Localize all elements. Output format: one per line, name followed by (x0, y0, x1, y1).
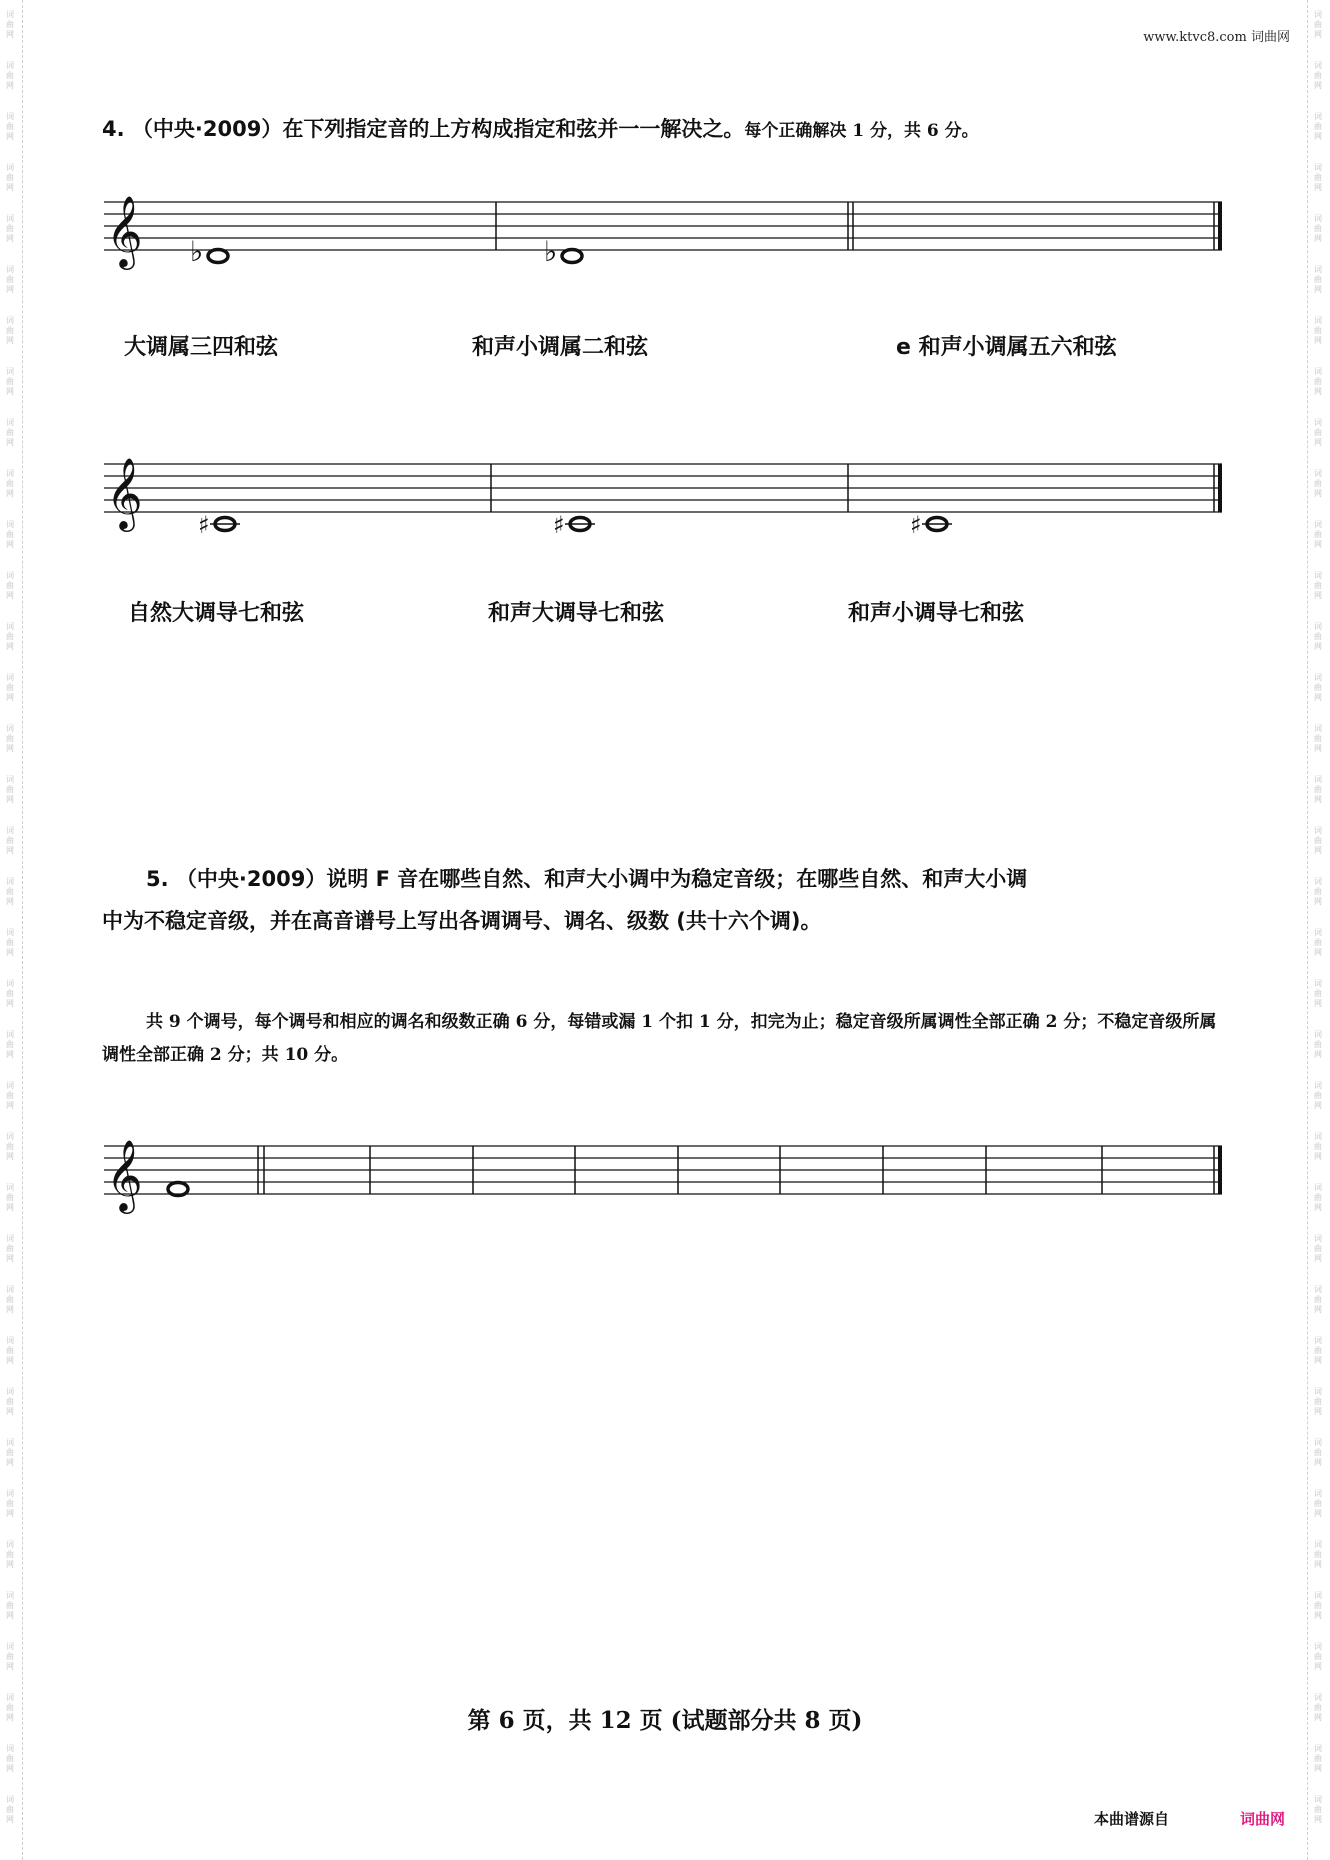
side-watermark-mark: 词 曲 网 (1314, 571, 1322, 600)
side-watermark-mark: 词 曲 网 (1314, 1591, 1322, 1620)
side-watermark-mark: 词 曲 网 (1314, 1387, 1322, 1416)
side-watermark-mark: 词 曲 网 (1314, 163, 1322, 192)
side-watermark-mark: 词 曲 网 (1314, 10, 1322, 39)
question-4-text: （中央·2009）在下列指定音的上方构成指定和弦并一一解决之。 (131, 117, 745, 141)
page-number: 第 6 页，共 12 页 (试题部分共 8 页) (467, 1707, 863, 1734)
whole-note-e-flat (208, 250, 228, 263)
side-watermark-mark: 词 曲 网 (6, 418, 14, 447)
side-watermark-mark: 词 曲 网 (1314, 1693, 1322, 1722)
side-watermark-mark: 词 曲 网 (6, 1489, 14, 1518)
side-watermark-mark: 词 曲 网 (6, 1234, 14, 1263)
side-watermark-mark: 词 曲 网 (6, 1336, 14, 1365)
question-5-text-line-2: 中为不稳定音级，并在高音谱号上写出各调调号、调名、级数 (共十六个调)。 (102, 909, 822, 933)
question-4-points: 每个正确解决 1 分，共 6 分。 (744, 121, 979, 141)
sharp-icon (198, 511, 210, 539)
question-5-title (102, 858, 1232, 942)
side-watermark-mark: 词 曲 网 (6, 469, 14, 498)
side-watermark-mark: 词 曲 网 (1314, 928, 1322, 957)
side-watermark-mark: 词 曲 网 (6, 1081, 14, 1110)
side-watermark-mark: 词 曲 网 (6, 1744, 14, 1773)
whole-note-e-flat (562, 250, 582, 263)
side-watermark-mark: 词 曲 网 (6, 1183, 14, 1212)
side-watermark-mark: 词 曲 网 (1314, 112, 1322, 141)
side-watermark-mark: 词 曲 网 (6, 979, 14, 1008)
treble-clef-icon: 𝄞 (106, 194, 143, 267)
chord-label-5: 和声大调导七和弦 (488, 601, 665, 626)
svg-text:♯: ♯ (910, 511, 922, 539)
chord-label-4: 自然大调导七和弦 (128, 601, 305, 626)
side-watermark-mark: 词 曲 网 (6, 61, 14, 90)
side-watermark-mark: 词 曲 网 (6, 571, 14, 600)
side-watermark-mark: 词 曲 网 (6, 520, 14, 549)
side-watermark-mark: 词 曲 网 (6, 367, 14, 396)
side-watermark-mark: 词 曲 网 (1314, 1132, 1322, 1161)
side-watermark-mark: 词 曲 网 (1314, 1030, 1322, 1059)
side-watermark-mark: 词 曲 网 (6, 928, 14, 957)
watermark-site-name: 词曲网 (1250, 30, 1290, 45)
side-watermark-mark: 词 曲 网 (1314, 1540, 1322, 1569)
treble-clef-icon: 𝄞 (106, 1138, 143, 1211)
side-watermark-mark: 词 曲 网 (6, 1795, 14, 1824)
side-watermark-mark: 词 曲 网 (1314, 1336, 1322, 1365)
side-watermark-mark: 词 曲 网 (6, 1642, 14, 1671)
chord-label-1: 大调属三四和弦 (124, 335, 279, 360)
side-watermark-mark: 词 曲 网 (6, 265, 14, 294)
chord-label-2: 和声小调属二和弦 (472, 335, 649, 360)
question-4-title (102, 108, 1232, 152)
treble-clef-icon: 𝄞 (106, 456, 143, 529)
side-watermark-mark: 词 曲 网 (6, 826, 14, 855)
question-5-scoring: 共 9 个调号，每个调号和相应的调名和级数正确 6 分，每错或漏 1 个扣 1 分，扣完为止；稳定音级所属调性全部正确 2 分；不稳定音级所属调性全部正确 2 分；共 10 分。 (102, 1012, 1217, 1065)
chord-label-6: 和声小调导七和弦 (848, 601, 1025, 626)
side-watermark-mark: 词 曲 网 (1314, 1438, 1322, 1467)
side-watermark-mark: 词 曲 网 (6, 316, 14, 345)
svg-text:♭: ♭ (190, 235, 204, 268)
svg-text:♯: ♯ (553, 511, 565, 539)
source-site-link[interactable]: 词曲网 (1240, 1810, 1286, 1828)
source-label: 本曲谱源自 (1094, 1810, 1170, 1828)
staff-row-2 (0, 452, 1330, 552)
side-watermark-mark: 词 曲 网 (1314, 214, 1322, 243)
side-watermark-mark: 词 曲 网 (1314, 1183, 1322, 1212)
side-watermark-mark: 词 曲 网 (6, 1591, 14, 1620)
question-5-number: 5. (146, 867, 169, 891)
side-watermark-mark: 词 曲 网 (6, 214, 14, 243)
question-5-text-line-1: （中央·2009）说明 F 音在哪些自然、和声大小调中为稳定音级；在哪些自然、和声大小调 (175, 867, 1028, 891)
side-watermark-mark: 词 曲 网 (6, 724, 14, 753)
side-watermark-mark: 词 曲 网 (1314, 1744, 1322, 1773)
top-watermark (1143, 26, 1290, 45)
svg-text:♯: ♯ (198, 511, 210, 539)
side-watermark-mark: 词 曲 网 (6, 1387, 14, 1416)
side-watermark-mark: 词 曲 网 (6, 1285, 14, 1314)
staff-row-1 (0, 190, 1330, 290)
side-watermark-mark: 词 曲 网 (1314, 877, 1322, 906)
side-watermark-mark: 词 曲 网 (1314, 724, 1322, 753)
chord-label-3: e 和声小调属五六和弦 (896, 335, 1117, 360)
side-watermark-mark: 词 曲 网 (6, 1693, 14, 1722)
side-watermark-mark: 词 曲 网 (1314, 622, 1322, 651)
side-watermark-mark: 词 曲 网 (6, 622, 14, 651)
side-watermark-mark: 词 曲 网 (1314, 61, 1322, 90)
flat-icon (190, 235, 203, 268)
sharp-icon (553, 511, 565, 539)
side-watermark-mark: 词 曲 网 (6, 10, 14, 39)
side-watermark-mark: 词 曲 网 (1314, 469, 1322, 498)
side-watermark-mark: 词 曲 网 (1314, 826, 1322, 855)
question-4-number: 4. (102, 117, 125, 141)
side-watermark-mark: 词 曲 网 (6, 163, 14, 192)
sharp-icon (910, 511, 922, 539)
svg-text:♭: ♭ (544, 235, 558, 268)
side-watermark-mark: 词 曲 网 (1314, 367, 1322, 396)
side-watermark-mark: 词 曲 网 (1314, 1489, 1322, 1518)
side-watermark-mark: 词 曲 网 (1314, 418, 1322, 447)
side-watermark-mark: 词 曲 网 (6, 1438, 14, 1467)
side-watermark-mark: 词 曲 网 (1314, 316, 1322, 345)
side-watermark-mark: 词 曲 网 (6, 1540, 14, 1569)
side-watermark-mark: 词 曲 网 (6, 1132, 14, 1161)
side-watermark-mark: 词 曲 网 (1314, 1642, 1322, 1671)
watermark-url: www.ktvc8.com (1143, 30, 1247, 45)
side-watermark-mark: 词 曲 网 (1314, 265, 1322, 294)
staff-row-3 (0, 1134, 1330, 1234)
side-watermark-mark: 词 曲 网 (1314, 520, 1322, 549)
flat-icon (544, 235, 557, 268)
side-watermark-mark: 词 曲 网 (6, 112, 14, 141)
side-watermark-mark: 词 曲 网 (1314, 1081, 1322, 1110)
side-watermark-mark: 词 曲 网 (1314, 673, 1322, 702)
side-watermark-mark: 词 曲 网 (1314, 979, 1322, 1008)
side-watermark-mark: 词 曲 网 (1314, 1234, 1322, 1263)
side-watermark-mark: 词 曲 网 (1314, 1285, 1322, 1314)
side-watermark-mark: 词 曲 网 (6, 877, 14, 906)
side-watermark-mark: 词 曲 网 (6, 673, 14, 702)
side-watermark-mark: 词 曲 网 (6, 775, 14, 804)
side-watermark-mark: 词 曲 网 (1314, 775, 1322, 804)
side-watermark-mark: 词 曲 网 (6, 1030, 14, 1059)
side-watermark-mark: 词 曲 网 (1314, 1795, 1322, 1824)
